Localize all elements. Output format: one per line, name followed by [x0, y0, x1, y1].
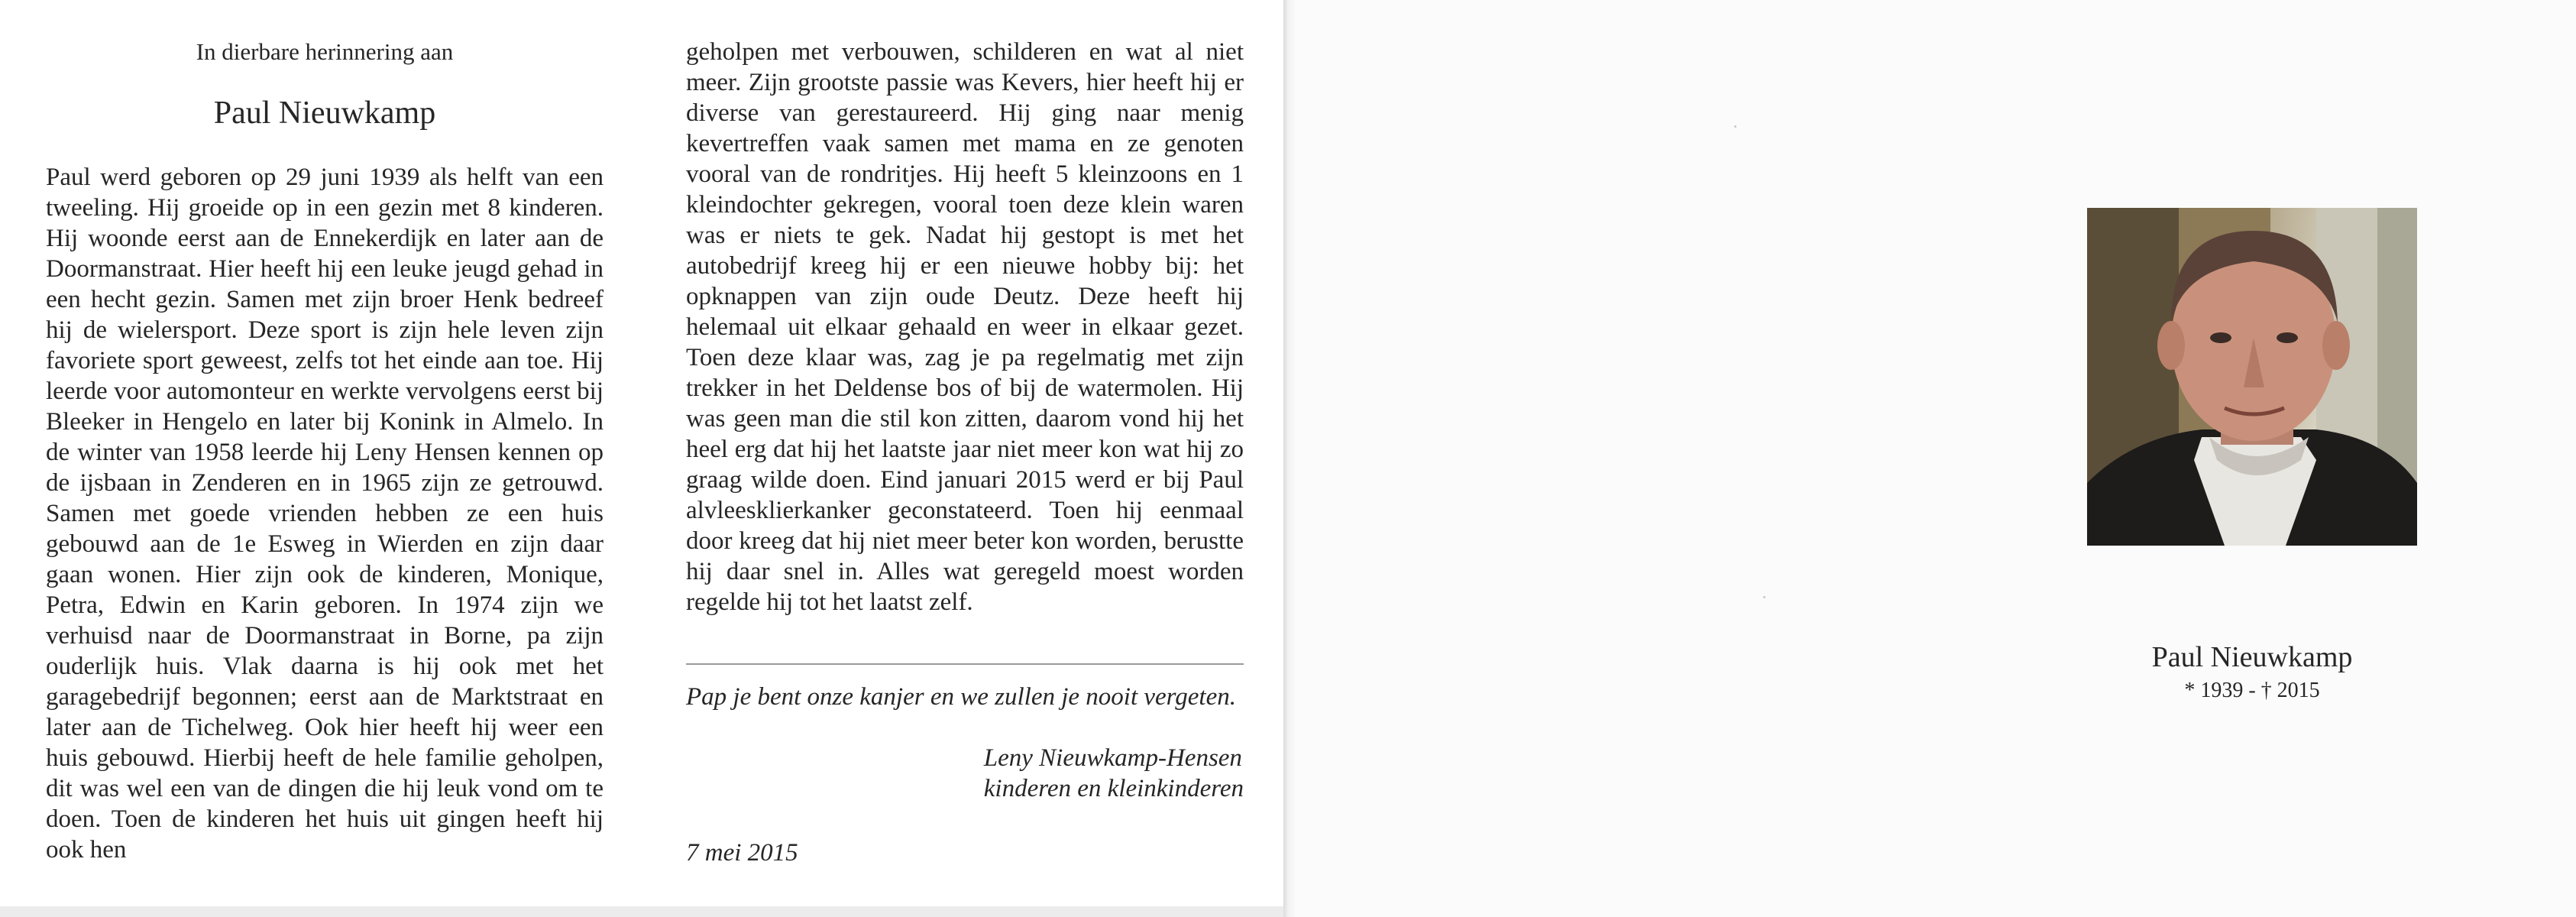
card-fold	[1283, 0, 1296, 917]
paper-bottom-edge	[0, 906, 1283, 917]
portrait-caption-dates: * 1939 - † 2015	[2184, 679, 2320, 702]
signature-line-family: Leny Nieuwkamp-Hensen	[983, 744, 1242, 772]
portrait-photo	[2087, 208, 2417, 546]
intro-line: In dierbare herinnering aan	[196, 38, 454, 65]
inner-left-page	[0, 0, 1283, 917]
farewell-quote: Pap je bent onze kanjer en we zullen je nooit vergeten.	[686, 683, 1236, 711]
signature-block	[686, 743, 1244, 804]
biography-paragraph: Paul werd geboren op 29 juni 1939 als helft van een tweeling. Hij groeide op in een gezin met 8 kinderen. Hij woonde eerst aan de Ennekerdijk en later aan de Doormanstraat. Hier heeft hij een leuke jeugd gehad in een hecht gezin. Samen met zijn broer Henk bedreef hij de wielersport. Deze sport is zijn hele leven zijn favoriete sport geweest, zelfs tot het einde aan toe. Hij leerde voor automonteur en werkte vervolgens eerst bij Bleeker in Hengelo en later bij Konink in Almelo. In de winter van 1958 leerde hij Leny Hensen kennen op de ijsbaan in Zenderen en in 1965 zijn ze getrouwd. Samen met goede vrienden hebben ze een huis gebouwd aan de 1e Esweg in Wierden en zijn daar gaan wonen. Hier zijn ook de kinderen, Monique, Petra, Edwin en Karin geboren. In 1974 zijn we verhuisd naar de Doormanstraat in Borne, pa zijn ouderlijk huis. Vlak daarna is hij ook met het garagebedrijf begonnen; eerst aan de Marktstraat en later aan de Tichelweg. Ook hier heeft hij weer een huis gebouwd. Hierbij heeft de hele familie geholpen, dit was wel een van de dingen die hij leuk vond om te doen. Toen de kinderen het huis uit gingen heeft hij ook hen	[46, 164, 604, 864]
biography-column-right	[686, 37, 1244, 617]
portrait-caption-name: Paul Nieuwkamp	[2151, 641, 2353, 673]
section-divider	[686, 663, 1244, 665]
biography-column-left	[46, 162, 604, 865]
paper-speck	[1734, 125, 1736, 128]
card-date: 7 mei 2015	[686, 839, 798, 867]
portrait-illustration	[2087, 208, 2417, 546]
signature-line-children: kinderen en kleinkinderen	[983, 775, 1244, 802]
paper-speck	[1763, 596, 1765, 598]
deceased-name-heading: Paul Nieuwkamp	[213, 96, 436, 131]
biography-paragraph: geholpen met verbouwen, schilderen en wat al niet meer. Zijn grootste passie was Kevers, hier heeft hij er diverse van gerestaureerd. Hij ging naar menig kevertreffen vaak samen met mama en ze genoten vooral van de rondritjes. Hij heeft 5 kleinzoons en 1 kleindochter gekregen, vooral toen deze klein waren was er niets te gek. Nadat hij gestopt is met het autobedrijf kreeg hij er een nieuwe hobby bij: het opknappen van zijn oude Deutz. Deze heeft hij helemaal uit elkaar gehaald en weer in elkaar gezet. Toen deze klaar was, zag je pa regelmatig met zijn trekker in het Deldense bos of bij de watermolen. Hij was geen man die stil kon zitten, daarom vond hij het heel erg dat hij het laatste jaar niet meer kon wat hij zo graag wilde doen. Eind januari 2015 werd er bij Paul alvleesklierkanker geconstateerd. Toen hij eenmaal door kreeg dat hij niet meer beter kon worden, berustte hij daar snel in. Alles wat geregeld moest worden regelde hij tot het laatst zelf.	[686, 38, 1244, 616]
